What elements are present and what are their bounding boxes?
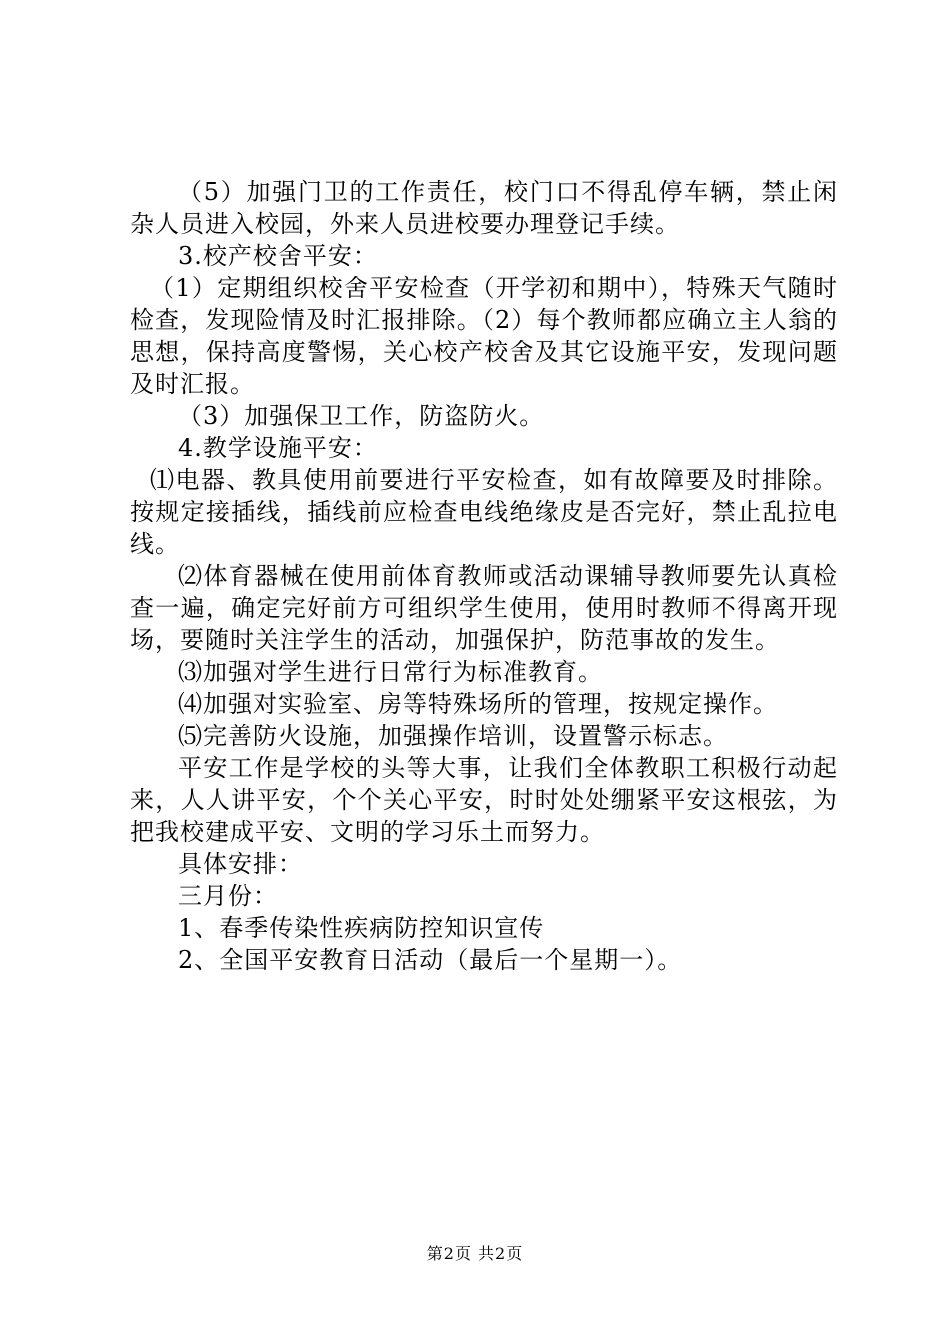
list-item-march-2: 2、全国平安教育日活动（最后一个星期一）。 (178, 946, 683, 974)
paragraph-laboratory-management: ⑷加强对实验室、房等特殊场所的管理，按规定操作。 (178, 690, 778, 718)
heading-specific-arrangements: 具体安排： (178, 850, 303, 878)
page-number-footer: 第2页 共2页 (426, 1244, 524, 1263)
document-body (130, 176, 838, 976)
paragraph-fire-prevention: ⑸完善防火设施，加强操作培训，设置警示标志。 (178, 722, 728, 750)
paragraph-gatekeeper: （5）加强门卫的工作责任，校门口不得乱停车辆，禁止闲杂人员进入校园，外来人员进校要办理登记手续。 (130, 178, 838, 238)
paragraph-building-inspection: （1）定期组织校舍平安检查（开学初和期中），特殊天气随时检查，发现险情及时汇报排除。（2）每个教师都应确立主人翁的思想，保持高度警惕，关心校产校舍及其它设施平安，发现问题及时汇报。 (130, 274, 838, 398)
paragraph-behavior-education: ⑶加强对学生进行日常行为标准教育。 (178, 658, 603, 686)
heading-march: 三月份： (178, 882, 278, 910)
list-item-march-1: 1、春季传染性疾病防控知识宣传 (178, 914, 545, 942)
paragraph-electrical-equipment: ⑴电器、教具使用前要进行平安检查，如有故障要及时排除。按规定接插线，插线前应检查电线绝缘皮是否完好，禁止乱拉电线。 (130, 466, 838, 558)
heading-teaching-facilities-safety: 4.教学设施平安： (178, 434, 378, 462)
paragraph-sports-equipment: ⑵体育器械在使用前体育教师或活动课辅导教师要先认真检查一遍，确定完好前方可组织学生使用，使用时教师不得离开现场，要随时关注学生的活动，加强保护，防范事故的发生。 (130, 562, 838, 654)
paragraph-conclusion: 平安工作是学校的头等大事，让我们全体教职工积极行动起来，人人讲平安，个个关心平安，时时处处绷紧平安这根弦，为把我校建成平安、文明的学习乐土而努力。 (130, 754, 838, 846)
paragraph-security-work: （3）加强保卫工作，防盗防火。 (178, 402, 545, 430)
heading-campus-property-safety: 3.校产校舍平安： (178, 242, 378, 270)
